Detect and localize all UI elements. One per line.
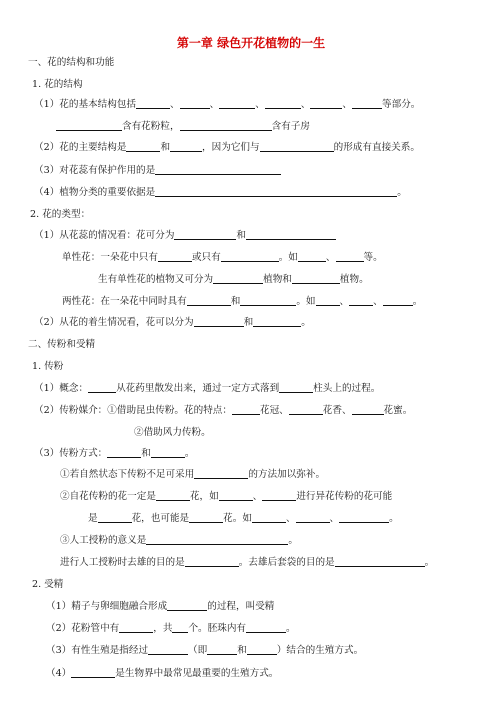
question-line: 单性花：一朵花中只有 或只有 。如 、 等。: [62, 252, 383, 263]
question-line: （1）精子与卵细胞融合形成 的过程，叫受精: [46, 601, 275, 612]
question-line: 生有单性花的植物又可分为 植物和 植物。: [98, 274, 369, 285]
question-line: （2）花的主要结构是 和 ，因为它们与 的形成有直接关系。: [34, 142, 420, 153]
question-line: ②借助风力传粉。: [134, 427, 211, 438]
question-line: （4） 是生物界中最常见最重要的生殖方式。: [46, 668, 279, 679]
question-line: 含有花粉粒， 含有子房: [56, 120, 310, 133]
question-line: （3）有性生殖是指经过 （即 和 ）结合的生殖方式。: [46, 645, 364, 656]
question-line: ③人工授粉的意义是 。: [60, 535, 298, 546]
sub-heading: 1. 花的结构: [32, 79, 83, 90]
section-heading: 二、传粉和受精: [28, 339, 96, 350]
question-line: （3）对花蕊有保护作用的是: [34, 164, 281, 177]
sub-heading: 2. 花的类型：: [30, 209, 91, 220]
sub-heading: 2. 受精: [32, 579, 64, 590]
question-line: （2）花粉管中有 ，共 个。胚珠内有 。: [46, 623, 296, 634]
question-line: （1）花的基本结构包括 、 、 、 、 、 等部分。: [34, 99, 421, 110]
question-line: ②自花传粉的花一定是 花，如 、 进行异花传粉的花可能: [60, 491, 393, 502]
question-line: （1）概念： 从花药里散发出来，通过一定方式落到 柱头上的过程。: [34, 383, 381, 394]
question-line: （3）传粉方式： 和 。: [34, 448, 195, 459]
question-line: ①若自然状态下传粉不足可采用 的方法加以弥补。: [60, 469, 326, 480]
section-heading: 一、花的结构和功能: [28, 57, 115, 68]
question-line: 两性花：在一朵花中同时具有 和 。如 、 、 。: [62, 296, 423, 307]
question-line: （2）传粉媒介：①借助昆虫传粉。花的特点： 花冠、 花香、 花蜜。: [34, 405, 413, 416]
sub-heading: 1. 传粉: [32, 361, 64, 372]
question-line: 进行人工授粉时去雄的目的是 。去雄后套袋的目的是 。: [60, 557, 435, 568]
chapter-title: 第一章 绿色开花植物的一生: [176, 36, 326, 50]
question-line: （4）植物分类的重要依据是 。: [34, 187, 407, 198]
question-line: 是 花，也可能是 花。如 、 、 。: [88, 513, 399, 524]
question-line: （2）从花的着生情况看，花可以分为 和 。: [34, 317, 311, 328]
question-line: （1）从花蕊的情况看：花可分为 和: [34, 229, 336, 242]
